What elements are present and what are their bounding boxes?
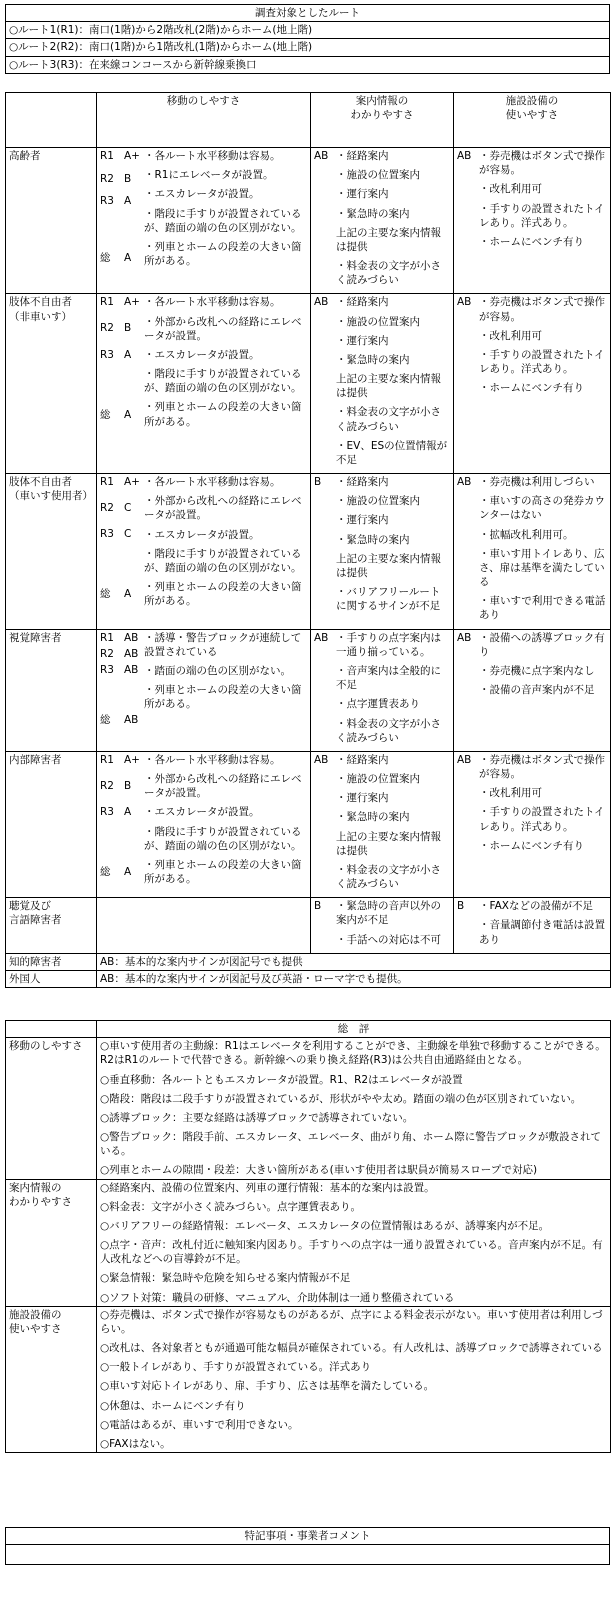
summary-corner bbox=[6, 1021, 97, 1038]
evaluation-row bbox=[6, 629, 611, 751]
info-note: ・経路案内 bbox=[336, 150, 389, 162]
mobility-split bbox=[100, 631, 307, 730]
facility-note: ・改札利用可 bbox=[479, 183, 542, 196]
summary-item: ○券売機は、ボタン式で操作が容易なものがあるが、点字による料金表示がない。車いす使用者は利用しづらい。 bbox=[100, 1308, 603, 1335]
info-cell bbox=[311, 474, 454, 630]
grade-value: B bbox=[124, 322, 132, 335]
grade-route: R3 bbox=[100, 663, 114, 676]
facility-cell bbox=[454, 474, 611, 630]
grade-route: R2 bbox=[100, 322, 114, 335]
mobility-notes bbox=[144, 149, 307, 273]
summary-row bbox=[6, 1038, 611, 1179]
info-note: ・施設の位置案内 bbox=[336, 169, 420, 182]
info-rating: AB bbox=[314, 631, 329, 644]
info-note: ・料金表の文字が小さく読みづらい bbox=[336, 260, 441, 287]
grade-value: AB bbox=[124, 663, 139, 676]
summary-label-cell bbox=[6, 1038, 97, 1179]
summary-label: 案内情報の bbox=[9, 1181, 62, 1194]
info-split bbox=[314, 475, 450, 618]
facility-note: ・車いすの高さの発券カウンターはない bbox=[479, 495, 605, 522]
mobility-split bbox=[100, 149, 307, 273]
grade-value: A bbox=[124, 408, 132, 421]
group-cell bbox=[6, 294, 97, 474]
mobility-note: ・階段に手すりが設置されているが、踏面の端の色の区別がない。 bbox=[144, 368, 302, 395]
info-note: ・施設の位置案内 bbox=[336, 773, 420, 786]
facility-notes bbox=[479, 149, 607, 254]
mobility-notes bbox=[144, 753, 307, 891]
grade-route: R1 bbox=[100, 753, 114, 766]
group-cell bbox=[6, 898, 97, 954]
grade-value: C bbox=[124, 528, 132, 541]
group-label: 内部障害者 bbox=[9, 753, 62, 766]
grade-value: A+ bbox=[124, 476, 140, 489]
summary-item: ○FAXはない。 bbox=[100, 1437, 171, 1450]
group-sublabel: （非車いす） bbox=[9, 310, 72, 323]
group-label: 知的障害者 bbox=[6, 953, 97, 970]
grade-value: A bbox=[124, 806, 132, 819]
grade-route: R3 bbox=[100, 348, 114, 361]
info-note: ・施設の位置案内 bbox=[336, 315, 420, 328]
summary-item: ○バリアフリーの経路情報：エレベータ、エスカレータの位置情報はあるが、誘導案内が不足。 bbox=[100, 1219, 550, 1232]
summary-item: ○ソフト対策：職員の研修、マニュアル、介助体制は一通り整備されている bbox=[100, 1291, 455, 1304]
route-grades bbox=[100, 475, 144, 613]
info-note: ・手話への対応は不可 bbox=[336, 933, 441, 946]
mobility-note: ・列車とホームの段差の大きい箇所がある。 bbox=[144, 684, 302, 711]
info-note: ・運行案内 bbox=[336, 188, 389, 201]
mobility-note: ・踏面の端の色の区別がない。 bbox=[144, 664, 291, 677]
mobility-note: ・列車とホームの段差の大きい箇所がある。 bbox=[144, 581, 302, 608]
info-note: ・緊急時の案内 bbox=[336, 207, 410, 220]
evaluation-row bbox=[6, 898, 611, 954]
info-note: ・運行案内 bbox=[336, 334, 389, 347]
summary-item: ○階段：階段は二段手すりが設置されているが、形状がやや太め。踏面の端の色が区別されていない。 bbox=[100, 1092, 582, 1105]
facility-split bbox=[457, 149, 607, 254]
info-note: ・EV、ESの位置情報が不足 bbox=[336, 439, 448, 466]
facility-notes bbox=[479, 899, 607, 952]
facility-note: ・手すりの設置されたトイレあり。洋式あり。 bbox=[479, 348, 605, 376]
facility-note: ・手すりの設置されたトイレあり。洋式あり。 bbox=[479, 202, 605, 229]
info-note: 上記の主要な案内情報は提供 bbox=[336, 830, 441, 857]
grade-value: A bbox=[124, 251, 132, 264]
evaluation-simple-row bbox=[6, 970, 611, 987]
mobility-note: ・外部から改札への経路にエレベータが設置。 bbox=[144, 495, 302, 522]
simple-row-text: AB：基本的な案内サインが図記号及び英語・ローマ字でも提供。 bbox=[97, 970, 611, 987]
facility-cell bbox=[454, 898, 611, 954]
info-note: ・緊急時の案内 bbox=[336, 811, 410, 824]
mobility-note: ・外部から改札への経路にエレベータが設置。 bbox=[144, 315, 302, 342]
header-info-line2: わかりやすさ bbox=[350, 109, 414, 122]
facility-cell bbox=[454, 629, 611, 751]
info-split bbox=[314, 631, 450, 750]
group-label: 聴覚及び bbox=[9, 900, 51, 913]
facility-note: ・券売機に点字案内なし bbox=[479, 664, 595, 677]
facility-note: ・設備への誘導ブロック有り bbox=[479, 631, 605, 658]
summary-item: ○警告ブロック：階段手前、エスカレータ、エレベータ、曲がり角、ホーム際に警告ブロックが敷設されている。 bbox=[100, 1131, 601, 1158]
mobility-cell bbox=[97, 148, 311, 294]
grade-route: R3 bbox=[100, 195, 114, 208]
mobility-notes bbox=[144, 475, 307, 613]
summary-header: 総 評 bbox=[97, 1021, 611, 1038]
info-rating: AB bbox=[314, 296, 329, 309]
facility-note: ・手すりの設置されたトイレあり。洋式あり。 bbox=[479, 806, 605, 833]
mobility-note: ・R1にエレベータが設置。 bbox=[144, 169, 274, 182]
header-facility-line2: 使いやすさ bbox=[505, 109, 559, 122]
facility-note: ・券売機はボタン式で操作が容易。 bbox=[479, 753, 605, 781]
facility-cell bbox=[454, 751, 611, 897]
evaluation-row bbox=[6, 474, 611, 630]
info-note: ・音声案内は全般的に不足 bbox=[336, 664, 441, 692]
grade-value: AB bbox=[124, 647, 139, 660]
facility-rating: AB bbox=[457, 296, 472, 309]
grade-value: B bbox=[124, 779, 132, 792]
mobility-cell bbox=[97, 294, 311, 474]
grade-value: A+ bbox=[124, 753, 140, 766]
evaluation-simple-row bbox=[6, 953, 611, 970]
info-cell bbox=[311, 629, 454, 751]
summary-item: ○点字・音声：改札付近に触知案内図あり。手すりへの点字は一通り設置されている。音声案内が不足。有人改札などへの盲導鈴が不足。 bbox=[100, 1239, 603, 1266]
summary-text-cell bbox=[97, 1306, 611, 1452]
info-cell bbox=[311, 751, 454, 897]
info-cell bbox=[311, 898, 454, 954]
grade-value: A bbox=[124, 195, 132, 208]
mobility-notes bbox=[144, 631, 307, 730]
group-cell bbox=[6, 148, 97, 294]
summary-label2: わかりやすさ bbox=[9, 1195, 72, 1208]
evaluation-row bbox=[6, 751, 611, 897]
mobility-note: ・各ルート水平移動は容易。 bbox=[144, 753, 281, 766]
grade-route: R2 bbox=[100, 647, 114, 660]
summary-row bbox=[6, 1179, 611, 1306]
facility-note: ・改札利用可 bbox=[479, 787, 542, 800]
facility-note: ・拡幅改札利用可。 bbox=[479, 528, 574, 541]
facility-rating: AB bbox=[457, 150, 472, 162]
facility-notes bbox=[479, 475, 607, 628]
facility-split bbox=[457, 899, 607, 952]
mobility-cell bbox=[97, 629, 311, 751]
facility-cell bbox=[454, 148, 611, 294]
grade-route: R2 bbox=[100, 779, 114, 792]
summary-label-cell bbox=[6, 1306, 97, 1452]
summary-text-cell bbox=[97, 1038, 611, 1179]
facility-note: ・車いす用トイレあり、広さ、扉は基準を満たしている bbox=[479, 547, 605, 589]
simple-row-text: AB：基本的な案内サインが図記号でも提供 bbox=[97, 953, 611, 970]
grade-route: R3 bbox=[100, 806, 114, 819]
routes-table bbox=[5, 4, 610, 74]
facility-rating: AB bbox=[457, 476, 472, 489]
group-label: 肢体不自由者 bbox=[9, 296, 72, 309]
facility-split bbox=[457, 475, 607, 628]
facility-note: ・音量調節付き電話は設置あり bbox=[479, 919, 605, 946]
summary-item: ○誘導ブロック：主要な経路は誘導ブロックで誘導されていない。 bbox=[100, 1111, 414, 1124]
mobility-cell bbox=[97, 751, 311, 897]
grade-value: AB bbox=[124, 631, 139, 644]
facility-note: ・ホームにベンチ有り bbox=[479, 382, 584, 395]
info-notes bbox=[336, 149, 450, 292]
info-split bbox=[314, 753, 450, 896]
summary-row bbox=[6, 1306, 611, 1452]
route-item: ○ルート1(R1)：南口(1階)から2階改札(2階)からホーム(地上階) bbox=[6, 22, 610, 39]
info-note: 上記の主要な案内情報は提供 bbox=[336, 373, 441, 400]
info-note: ・緊急時の音声以外の案内が不足 bbox=[336, 900, 441, 927]
mobility-split bbox=[100, 295, 307, 433]
facility-note: ・ホームにベンチ有り bbox=[479, 235, 584, 248]
mobility-note: ・各ルート水平移動は容易。 bbox=[144, 150, 281, 162]
info-rating: AB bbox=[314, 753, 329, 766]
facility-rating: AB bbox=[457, 753, 472, 766]
grade-route: 総 bbox=[100, 714, 111, 727]
header-mobility: 移動のしやすさ bbox=[97, 93, 311, 148]
grade-value: A bbox=[124, 866, 132, 879]
summary-item: ○車いす対応トイレがあり、扉、手すり、広さは基準を満たしている。 bbox=[100, 1380, 435, 1393]
route-grades bbox=[100, 149, 144, 273]
header-info bbox=[311, 93, 454, 148]
info-notes bbox=[336, 631, 450, 750]
summary-item: ○一般トイレがあり、手すりが設置されている。洋式あり bbox=[100, 1361, 372, 1374]
mobility-note: ・外部から改札への経路にエレベータが設置。 bbox=[144, 773, 302, 800]
group-sublabel: 言語障害者 bbox=[9, 914, 62, 927]
info-note: ・運行案内 bbox=[336, 792, 389, 805]
info-note: ・緊急時の案内 bbox=[336, 353, 410, 366]
grade-value: A+ bbox=[124, 296, 140, 309]
corner-cell bbox=[6, 93, 97, 148]
info-note: 上記の主要な案内情報は提供 bbox=[336, 226, 441, 253]
grade-route: R1 bbox=[100, 631, 114, 644]
mobility-note: ・階段に手すりが設置されているが、踏面の端の色の区別がない。 bbox=[144, 207, 302, 234]
summary-item: ○休憩は、ホームにベンチ有り bbox=[100, 1399, 246, 1412]
grade-value: C bbox=[124, 502, 132, 515]
mobility-note: ・列車とホームの段差の大きい箇所がある。 bbox=[144, 240, 302, 268]
routes-title: 調査対象としたルート bbox=[6, 5, 610, 22]
mobility-note: ・階段に手すりが設置されているが、踏面の端の色の区別がない。 bbox=[144, 825, 302, 852]
facility-note: ・ホームにベンチ有り bbox=[479, 839, 584, 852]
header-facility bbox=[454, 93, 611, 148]
info-notes bbox=[336, 753, 450, 896]
info-note: ・料金表の文字が小さく読みづらい bbox=[336, 406, 441, 433]
info-note: ・料金表の文字が小さく読みづらい bbox=[336, 717, 441, 744]
group-label: 高齢者 bbox=[9, 150, 41, 162]
info-note: ・経路案内 bbox=[336, 753, 389, 766]
summary-item: ○改札は、各対象者ともが通過可能な幅員が確保されている。有人改札は、誘導ブロックで誘導されている bbox=[100, 1342, 603, 1355]
facility-note: ・券売機は利用しづらい bbox=[479, 476, 595, 489]
info-split bbox=[314, 899, 450, 952]
route-grades bbox=[100, 753, 144, 891]
info-note: ・施設の位置案内 bbox=[336, 495, 420, 508]
facility-note: ・券売機はボタン式で操作が容易。 bbox=[479, 296, 605, 323]
route-item: ○ルート3(R3)：在来線コンコースから新幹線乗換口 bbox=[6, 56, 610, 73]
info-rating: AB bbox=[314, 150, 329, 162]
info-note: 上記の主要な案内情報は提供 bbox=[336, 552, 441, 579]
info-cell bbox=[311, 148, 454, 294]
facility-split bbox=[457, 753, 607, 858]
info-note: ・手すりの点字案内は一通り揃っている。 bbox=[336, 631, 441, 658]
summary-item: ○電話はあるが、車いすで利用できない。 bbox=[100, 1418, 299, 1431]
grade-route: R2 bbox=[100, 172, 114, 185]
info-note: ・緊急時の案内 bbox=[336, 533, 410, 546]
grade-value: A bbox=[124, 348, 132, 361]
facility-cell bbox=[454, 294, 611, 474]
group-label: 視覚障害者 bbox=[9, 631, 62, 644]
summary-label: 移動のしやすさ bbox=[9, 1040, 83, 1053]
summary-item: ○料金表：文字が小さく読みづらい。点字運賃表あり。 bbox=[100, 1200, 361, 1213]
info-note: ・バリアフリールートに関するサインが不足 bbox=[336, 586, 441, 613]
summary-table bbox=[5, 1020, 611, 1453]
mobility-note: ・エスカレータが設置。 bbox=[144, 188, 260, 201]
info-note: ・料金表の文字が小さく読みづらい bbox=[336, 863, 441, 891]
evaluation-row bbox=[6, 148, 611, 294]
group-cell bbox=[6, 751, 97, 897]
grade-route: R1 bbox=[100, 476, 114, 489]
info-notes bbox=[336, 899, 450, 952]
group-cell bbox=[6, 474, 97, 630]
facility-notes bbox=[479, 631, 607, 703]
grade-route: R1 bbox=[100, 296, 114, 309]
facility-note: ・設備の音声案内が不足 bbox=[479, 684, 595, 697]
summary-item: ○垂直移動：各ルートともエスカレータが設置。R1、R2はエレベータが設置 bbox=[100, 1073, 463, 1086]
comments-body bbox=[6, 1545, 610, 1565]
facility-rating: AB bbox=[457, 631, 472, 644]
info-split bbox=[314, 149, 450, 292]
grade-route: 総 bbox=[100, 408, 111, 421]
mobility-split bbox=[100, 753, 307, 891]
info-note: ・経路案内 bbox=[336, 296, 389, 309]
group-label: 肢体不自由者 bbox=[9, 476, 72, 489]
summary-label-cell bbox=[6, 1179, 97, 1306]
mobility-note: ・各ルート水平移動は容易。 bbox=[144, 296, 281, 309]
grade-route: R1 bbox=[100, 150, 114, 162]
group-label: 外国人 bbox=[6, 970, 97, 987]
mobility-note: ・エスカレータが設置。 bbox=[144, 348, 260, 361]
info-rating: B bbox=[314, 900, 322, 913]
facility-note: ・券売機はボタン式で操作が容易。 bbox=[479, 150, 605, 177]
route-item: ○ルート2(R2)：南口(1階)から1階改札(1階)からホーム(地上階) bbox=[6, 39, 610, 56]
info-note: ・経路案内 bbox=[336, 476, 389, 489]
grade-route: 総 bbox=[100, 251, 111, 264]
header-facility-line1: 施設設備の bbox=[505, 95, 559, 107]
facility-notes bbox=[479, 295, 607, 400]
grade-value: A+ bbox=[124, 150, 140, 162]
info-note: ・点字運賃表あり bbox=[336, 698, 420, 711]
summary-item: ○経路案内、設備の位置案内、列車の運行情報：基本的な案内は設置。 bbox=[100, 1181, 435, 1194]
grade-route: R3 bbox=[100, 528, 114, 541]
info-cell bbox=[311, 294, 454, 474]
grade-route: 総 bbox=[100, 588, 111, 601]
mobility-cell bbox=[97, 898, 311, 954]
route-grades bbox=[100, 295, 144, 433]
route-grades bbox=[100, 631, 144, 730]
grade-value: B bbox=[124, 172, 132, 185]
mobility-note: ・エスカレータが設置。 bbox=[144, 528, 260, 541]
info-notes bbox=[336, 295, 450, 472]
facility-note: ・改札利用可 bbox=[479, 329, 542, 342]
mobility-note: ・列車とホームの段差の大きい箇所がある。 bbox=[144, 858, 302, 886]
grade-value: A bbox=[124, 588, 132, 601]
group-cell bbox=[6, 629, 97, 751]
evaluation-row bbox=[6, 294, 611, 474]
mobility-note: ・階段に手すりが設置されているが、踏面の端の色の区別がない。 bbox=[144, 547, 302, 574]
header-info-line1: 案内情報の bbox=[355, 95, 409, 107]
mobility-split bbox=[100, 475, 307, 613]
grade-route: 総 bbox=[100, 866, 111, 879]
comments-header: 特記事項・事業者コメント bbox=[6, 1528, 610, 1545]
mobility-notes bbox=[144, 295, 307, 433]
facility-rating: B bbox=[457, 900, 465, 913]
grade-route: R2 bbox=[100, 502, 114, 515]
mobility-note: ・列車とホームの段差の大きい箇所がある。 bbox=[144, 401, 302, 428]
info-rating: B bbox=[314, 476, 322, 489]
grade-value: AB bbox=[124, 714, 139, 727]
facility-note: ・車いすで利用できる電話あり bbox=[479, 595, 606, 622]
facility-notes bbox=[479, 753, 607, 858]
comments-table bbox=[5, 1527, 610, 1565]
mobility-cell bbox=[97, 474, 311, 630]
mobility-note: ・エスカレータが設置。 bbox=[144, 806, 260, 819]
info-notes bbox=[336, 475, 450, 618]
summary-label: 施設設備の bbox=[9, 1308, 62, 1321]
summary-item: ○列車とホームの隙間・段差：大きい箇所がある(車いす使用者は駅員が簡易スロープで対応) bbox=[100, 1164, 538, 1177]
group-sublabel: （車いす使用者） bbox=[9, 490, 93, 503]
facility-note: ・FAXなどの設備が不足 bbox=[479, 900, 593, 913]
facility-split bbox=[457, 631, 607, 703]
summary-text-cell bbox=[97, 1179, 611, 1306]
evaluation-table bbox=[5, 92, 611, 988]
info-split bbox=[314, 295, 450, 472]
info-note: ・運行案内 bbox=[336, 514, 389, 527]
facility-split bbox=[457, 295, 607, 400]
mobility-note: ・誘導・警告ブロックが連続して設置されている bbox=[144, 631, 302, 658]
mobility-note: ・各ルート水平移動は容易。 bbox=[144, 476, 281, 489]
summary-item: ○車いす使用者の主動線：R1はエレベータを利用することができ、主動線を単独で移動することができる。R2はR1のルートで代替できる。新幹線への乗り換え経路(R3)は公共自由通路経由となる。 bbox=[100, 1040, 606, 1067]
summary-item: ○緊急情報：緊急時や危険を知らせる案内情報が不足 bbox=[100, 1272, 351, 1285]
summary-label2: 使いやすさ bbox=[9, 1322, 62, 1335]
